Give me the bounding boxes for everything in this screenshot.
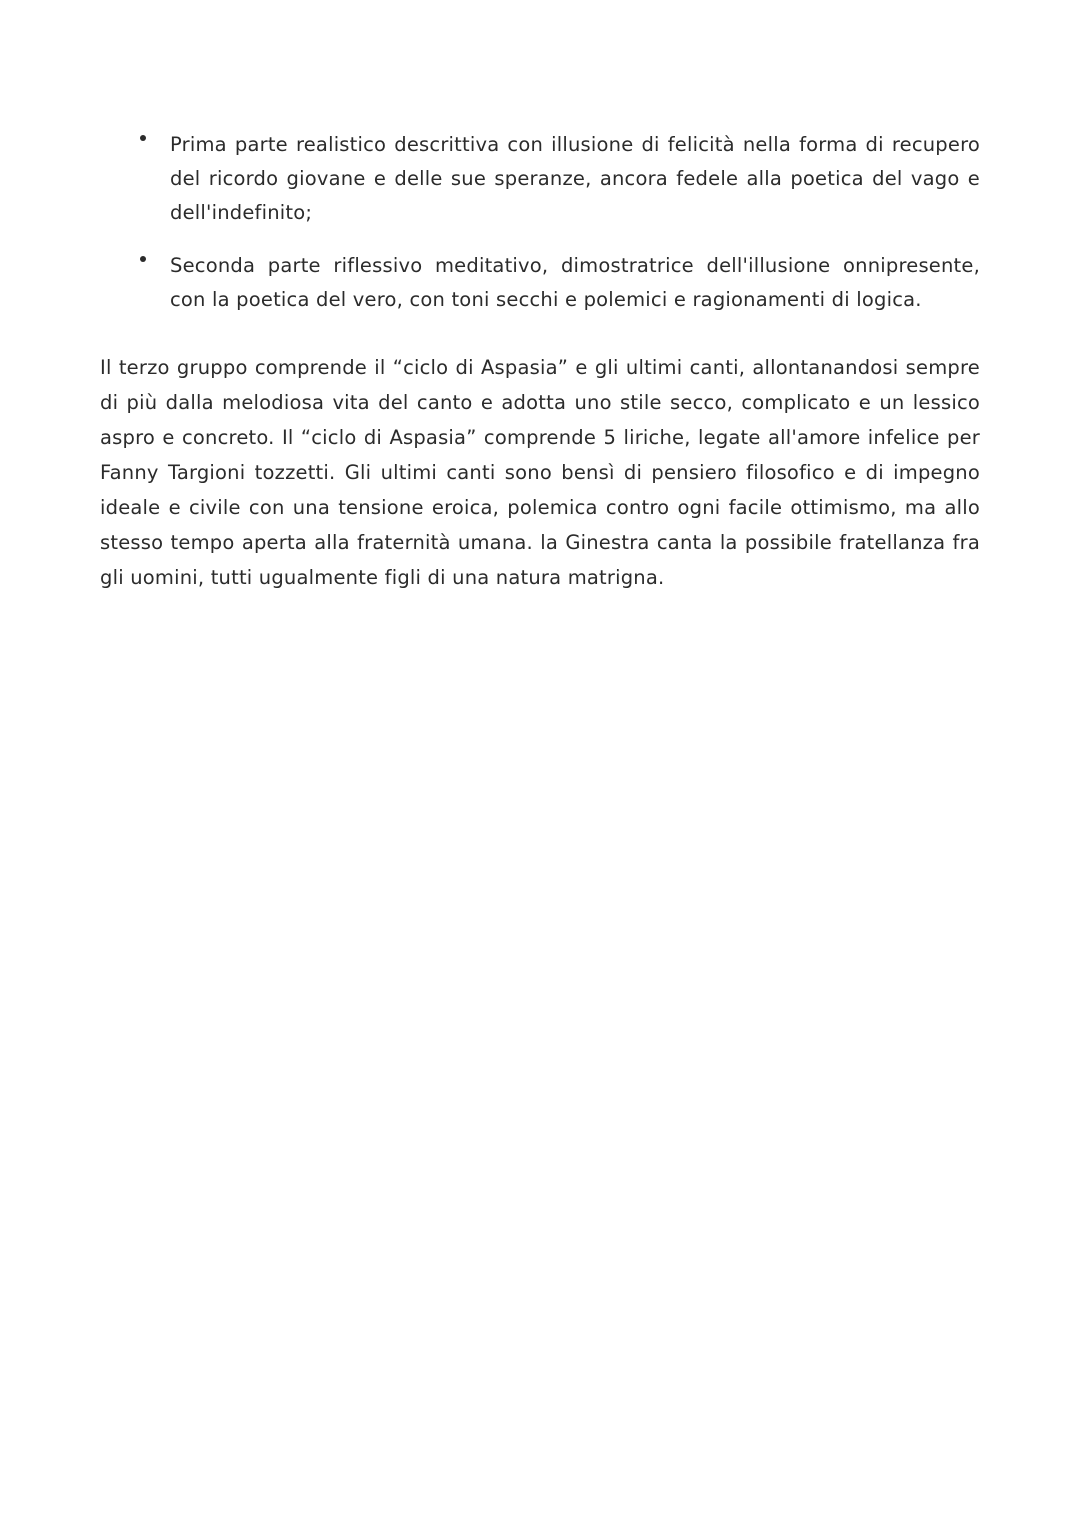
- body-paragraph: Il terzo gruppo comprende il “ciclo di Aspasia” e gli ultimi canti, allontanandosi sempre di più dalla melodiosa vita del canto e adotta uno stile secco, complicato e un lessico aspro e concreto. Il “ciclo di Aspasia” comprende 5 liriche, legate all'amore infelice per Fanny Targioni tozzetti. Gli ultimi canti sono bensì di pensiero filosofico e di impegno ideale e civile con una tensione eroica, polemica contro ogni facile ottimismo, ma allo stesso tempo aperta alla fraternità umana. la Ginestra canta la possibile fratellanza fra gli uomini, tutti ugualmente figli di una natura matrigna.: [100, 356, 980, 589]
- bullet-icon: [140, 256, 146, 262]
- bullet-icon: [140, 135, 146, 141]
- bullet-text-first-part: Prima parte realistico descrittiva con illusione di felicità nella forma di recupero del ricordo giovane e delle sue speranze, ancora fedele alla poetica del vago e dell'indefinito;: [170, 133, 980, 224]
- bullet-text-second-part: Seconda parte riflessivo meditativo, dimostratrice dell'illusione onnipresente, con la poetica del vero, con toni secchi e polemici e ragionamenti di logica.: [170, 254, 980, 311]
- bullet-list: [100, 128, 980, 317]
- list-item: [100, 249, 980, 317]
- list-item: [100, 128, 980, 230]
